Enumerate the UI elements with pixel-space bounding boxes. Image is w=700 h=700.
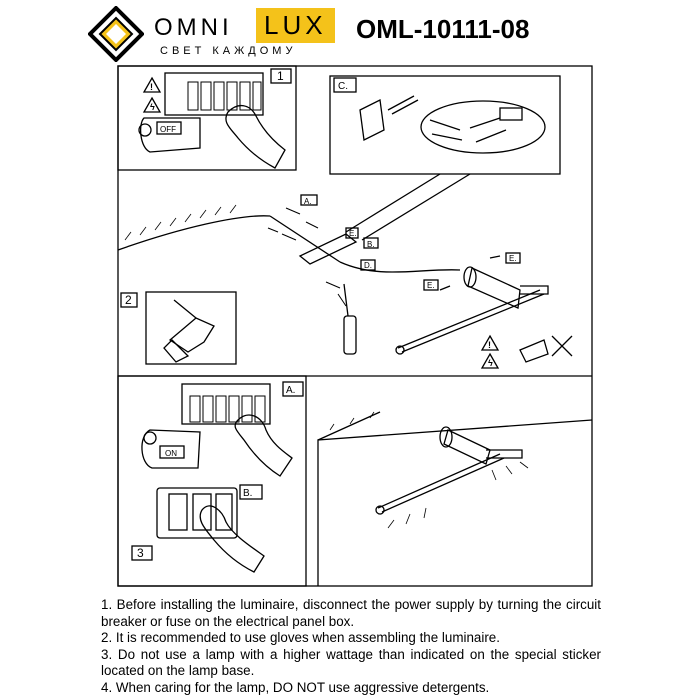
switch-off-label: OFF (160, 125, 176, 134)
callout-a-step3: A. (286, 385, 296, 396)
callout-b: B. (367, 240, 375, 249)
step2-panel (146, 292, 236, 364)
instruction-item: 2. It is recommended to use gloves when assembling the luminaire. (101, 630, 500, 646)
switch-on-label: ON (165, 449, 177, 458)
callout-e-wire: E. (427, 281, 435, 290)
electric-hazard-icon-step2: ϟ (488, 358, 493, 368)
callout-b-step3: B. (243, 488, 253, 499)
callout-d: D. (364, 261, 372, 270)
callout-e-bracket: E. (349, 229, 357, 238)
wall-outline (318, 420, 592, 586)
callout-c: C. (338, 81, 348, 92)
step1-label: 1 (277, 69, 284, 83)
model-number: OML-10111-08 (356, 14, 530, 44)
warning-icon-step2: ! (488, 340, 491, 350)
callout-e-lamp: E. (509, 254, 517, 263)
instruction-item: 1. Before installing the luminaire, disconnect the power supply by turning the circuit breaker or fuse on the electrical panel box. (101, 597, 601, 629)
brand-name-left: OMNI (154, 14, 233, 41)
brand-tagline: СВЕТ КАЖДОМУ (160, 45, 297, 57)
instructions-list (101, 597, 601, 697)
callout-a: A. (304, 197, 312, 206)
electric-hazard-icon: ϟ (150, 102, 155, 112)
brand-name-right: LUX (256, 8, 335, 43)
step3-panel (118, 376, 306, 586)
instruction-item: 4. When caring for the lamp, DO NOT use aggressive detergents. (101, 679, 490, 695)
instruction-item: 3. Do not use a lamp with a higher wattage than indicated on the special sticker located on the lamp base. (101, 646, 601, 679)
diagram-frame (118, 66, 592, 586)
step3-label: 3 (137, 546, 144, 560)
step2-label: 2 (125, 293, 132, 307)
warning-icon: ! (150, 82, 153, 92)
